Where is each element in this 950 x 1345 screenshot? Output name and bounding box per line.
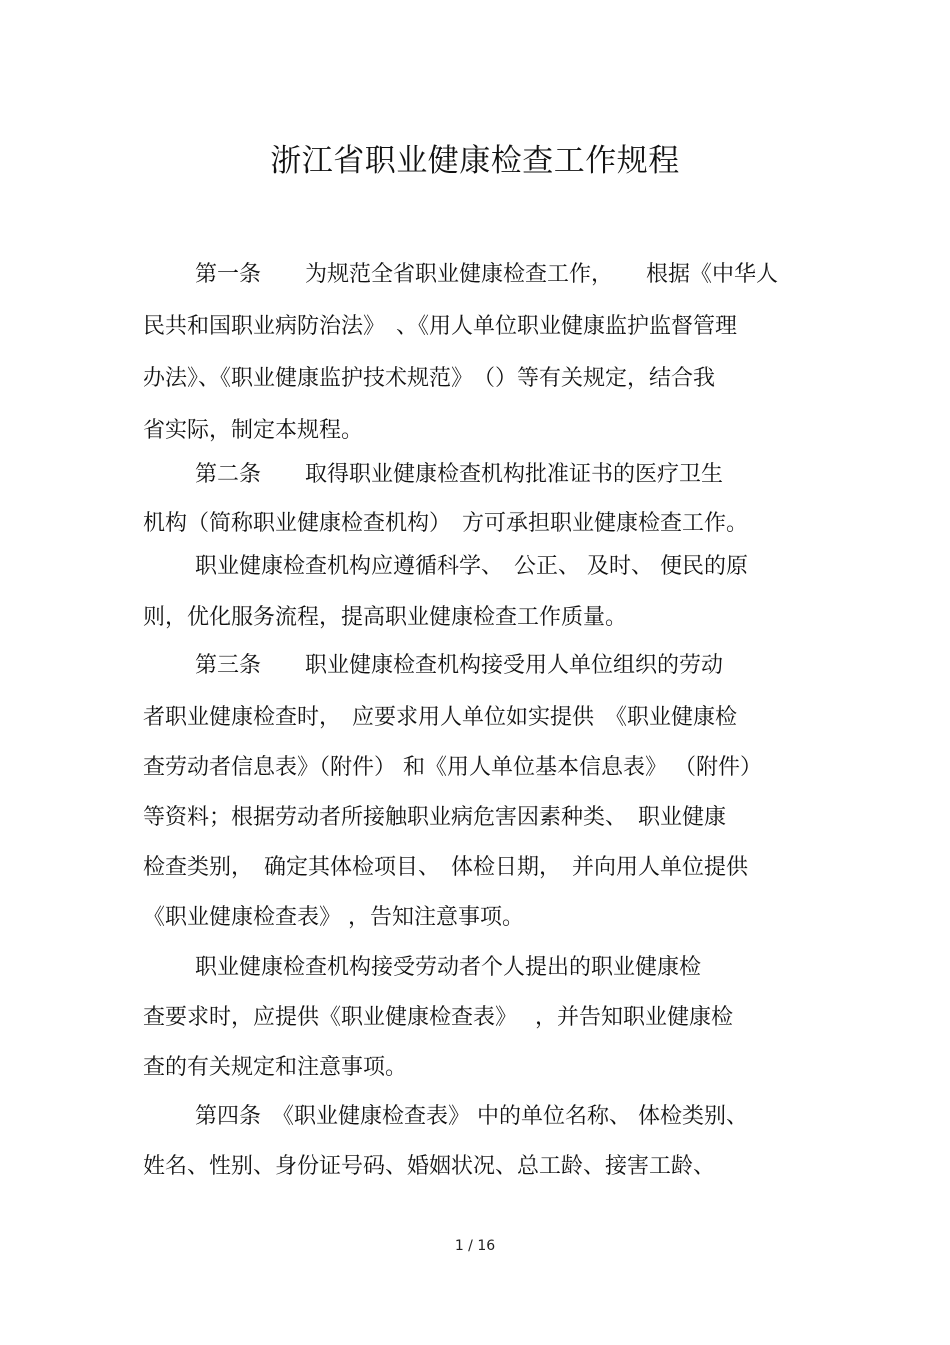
text-line-art2-1: 第二条 取得职业健康检查机构批准证书的医疗卫生: [195, 462, 724, 487]
text-line-art2-3: 职业健康检查机构应遵循科学、 公正、 及时、 便民的原: [195, 554, 748, 579]
text-line-art1-4: 省实际，制定本规程。: [143, 418, 364, 443]
text-line-art4-1: 第四条 《职业健康检查表》 中的单位名称、 体检类别、: [195, 1104, 748, 1129]
text-line-art3-2: 者职业健康检查时， 应要求用人单位如实提供 《职业健康检: [143, 705, 738, 730]
text-line-art2-2: 机构（简称职业健康检查机构） 方可承担职业健康检查工作。: [143, 511, 749, 536]
document-title: 浙江省职业健康检查工作规程: [270, 143, 680, 179]
text-line-art3-6: 《职业健康检查表》 ，告知注意事项。: [143, 905, 524, 930]
text-line-art3-7: 职业健康检查机构接受劳动者个人提出的职业健康检: [195, 955, 702, 980]
text-line-art1-3: 办法》、《职业健康监护技术规范》 （）等有关规定，结合我: [143, 366, 716, 391]
text-line-art3-8: 查要求时，应提供《职业健康检查表》 ，并告知职业健康检: [143, 1005, 733, 1030]
text-line-art1-2: 民共和国职业病防治法》 、《用人单位职业健康监护监督管理: [143, 314, 738, 339]
page-indicator: 1 / 16: [454, 1238, 496, 1254]
text-line-art3-5: 检查类别， 确定其体检项目、 体检日期， 并向用人单位提供: [143, 855, 749, 880]
text-line-art3-1: 第三条 职业健康检查机构接受用人单位组织的劳动: [195, 653, 724, 678]
text-line-art3-3: 查劳动者信息表》（附件） 和《用人单位基本信息表》 （附件）: [143, 755, 762, 780]
text-line-art3-4: 等资料；根据劳动者所接触职业病危害因素种类、 职业健康: [143, 805, 727, 830]
text-line-art1-1: 第一条 为规范全省职业健康检查工作， 根据《中华人: [195, 262, 779, 287]
text-line-art4-2: 姓名、性别、身份证号码、婚姻状况、总工龄、接害工龄、: [143, 1154, 716, 1179]
text-line-art3-9: 查的有关规定和注意事项。: [143, 1055, 408, 1080]
text-line-art2-4: 则，优化服务流程，提高职业健康检查工作质量。: [143, 605, 628, 630]
